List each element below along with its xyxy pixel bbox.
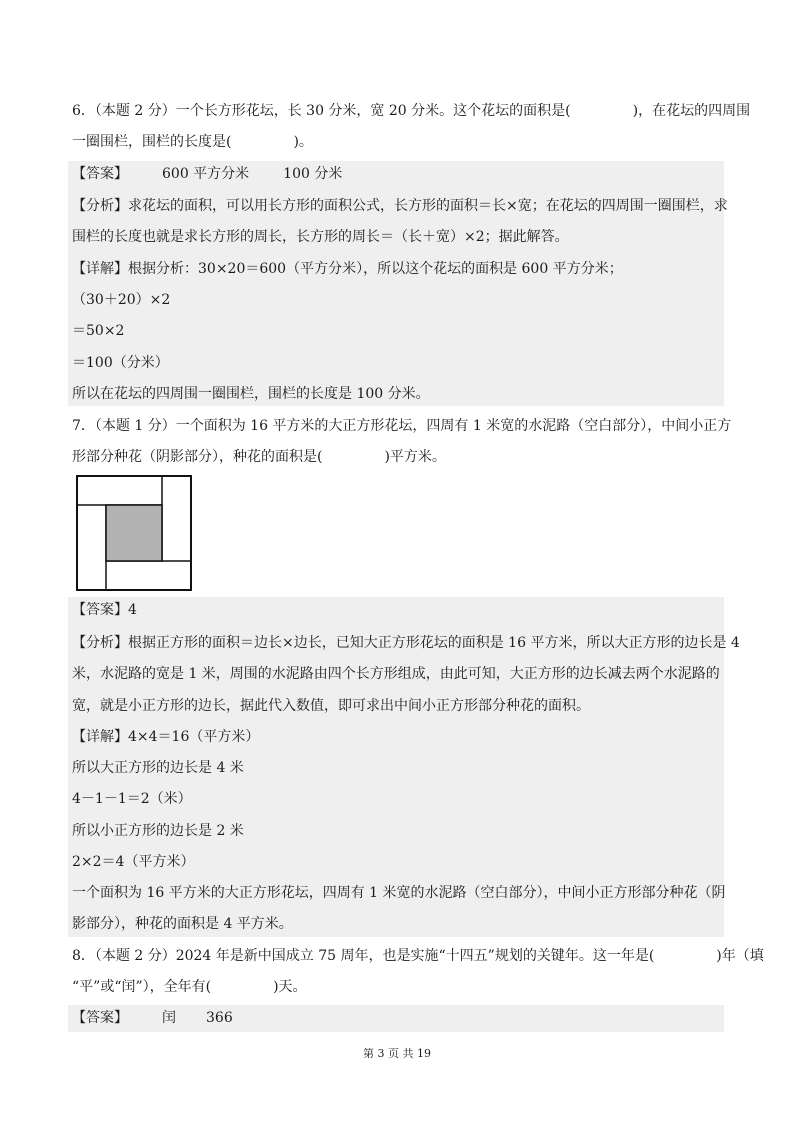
q7-detail-line-6: 一个面积为 16 平方米的大正方形花坛，四周有 1 米宽的水泥路（空白部分），中间小正方形部分种花（阴 (72, 885, 726, 901)
q6-detail-line-4: ＝100（分米） (72, 355, 169, 371)
q6-detail-line-2: （30＋20）×2 (72, 292, 171, 308)
q7-question-line-1: 7．（本题 1 分）一个面积为 16 平方米的大正方形花坛，四周有 1 米宽的水泥路（空白部分），中间小正方 (72, 418, 732, 434)
q7-analysis-line-2: 米，水泥路的宽是 1 米，周围的水泥路由四个长方形组成，由此可知，大正方形的边长减去两个水泥路的 (72, 666, 720, 682)
q6-detail-line-3: ＝50×2 (72, 323, 125, 339)
q6-answer-area: 600 平方分米 (162, 166, 250, 182)
q6-question-line-2: 一圈围栏，围栏的长度是( )。 (72, 134, 313, 150)
q8-answer-days: 366 (206, 1010, 233, 1026)
q6-detail-line-1: 【详解】根据分析：30×20＝600（平方分米），所以这个花坛的面积是 600 平方分米； (72, 261, 623, 277)
garden-square-figure (76, 475, 192, 591)
q8-question-line-2: “平”或“闰”），全年有( )天。 (72, 979, 307, 995)
page-footer: 第 3 页 共 19 (363, 1047, 431, 1060)
q8-question-line-1: 8．（本题 2 分）2024 年是新中国成立 75 周年，也是实施“十四五”规划的关键年。这一年是( )年（填 (72, 948, 764, 964)
q7-analysis-line-3: 宽，就是小正方形的边长，据此代入数值，即可求出中间小正方形部分种花的面积。 (72, 698, 590, 714)
q7-detail-line-2: 所以大正方形的边长是 4 米 (72, 760, 244, 776)
q6-analysis-line-1: 【分析】求花坛的面积，可以用长方形的面积公式，长方形的面积＝长×宽；在花坛的四周围一圈围栏，求 (72, 198, 728, 214)
q6-answer-length: 100 分米 (283, 166, 343, 182)
q7-detail-line-1: 【详解】4×4＝16（平方米） (72, 729, 260, 745)
q7-question-line-2: 形部分种花（阴影部分），种花的面积是( )平方米。 (72, 449, 446, 465)
q7-analysis-line-1: 【分析】根据正方形的面积＝边长×边长，已知大正方形花坛的面积是 16 平方米，所以大正方形的边长是 4 (72, 635, 740, 651)
q7-detail-line-7: 影部分），种花的面积是 4 平方米。 (72, 916, 293, 932)
q6-analysis-line-2: 围栏的长度也就是求长方形的周长，长方形的周长＝（长＋宽）×2；据此解答。 (72, 229, 569, 245)
q7-detail-line-4: 所以小正方形的边长是 2 米 (72, 823, 244, 839)
q8-answer: 【答案】 闰 366 (72, 1010, 233, 1026)
q6-answer: 【答案】 600 平方分米 100 分米 (72, 166, 343, 182)
q7-detail-line-5: 2×2＝4（平方米） (72, 854, 195, 870)
q6-question-line-1: 6．（本题 2 分）一个长方形花坛，长 30 分米，宽 20 分米。这个花坛的面积是( )，在花坛的四周围 (72, 103, 751, 119)
q6-detail-line-5: 所以在花坛的四周围一圈围栏，围栏的长度是 100 分米。 (72, 386, 430, 402)
q7-detail-line-3: 4－1－1＝2（米） (72, 791, 192, 807)
q7-answer: 【答案】4 (72, 602, 137, 618)
flower-area-shaded (106, 505, 162, 561)
q8-answer-year-type: 闰 (162, 1010, 176, 1026)
